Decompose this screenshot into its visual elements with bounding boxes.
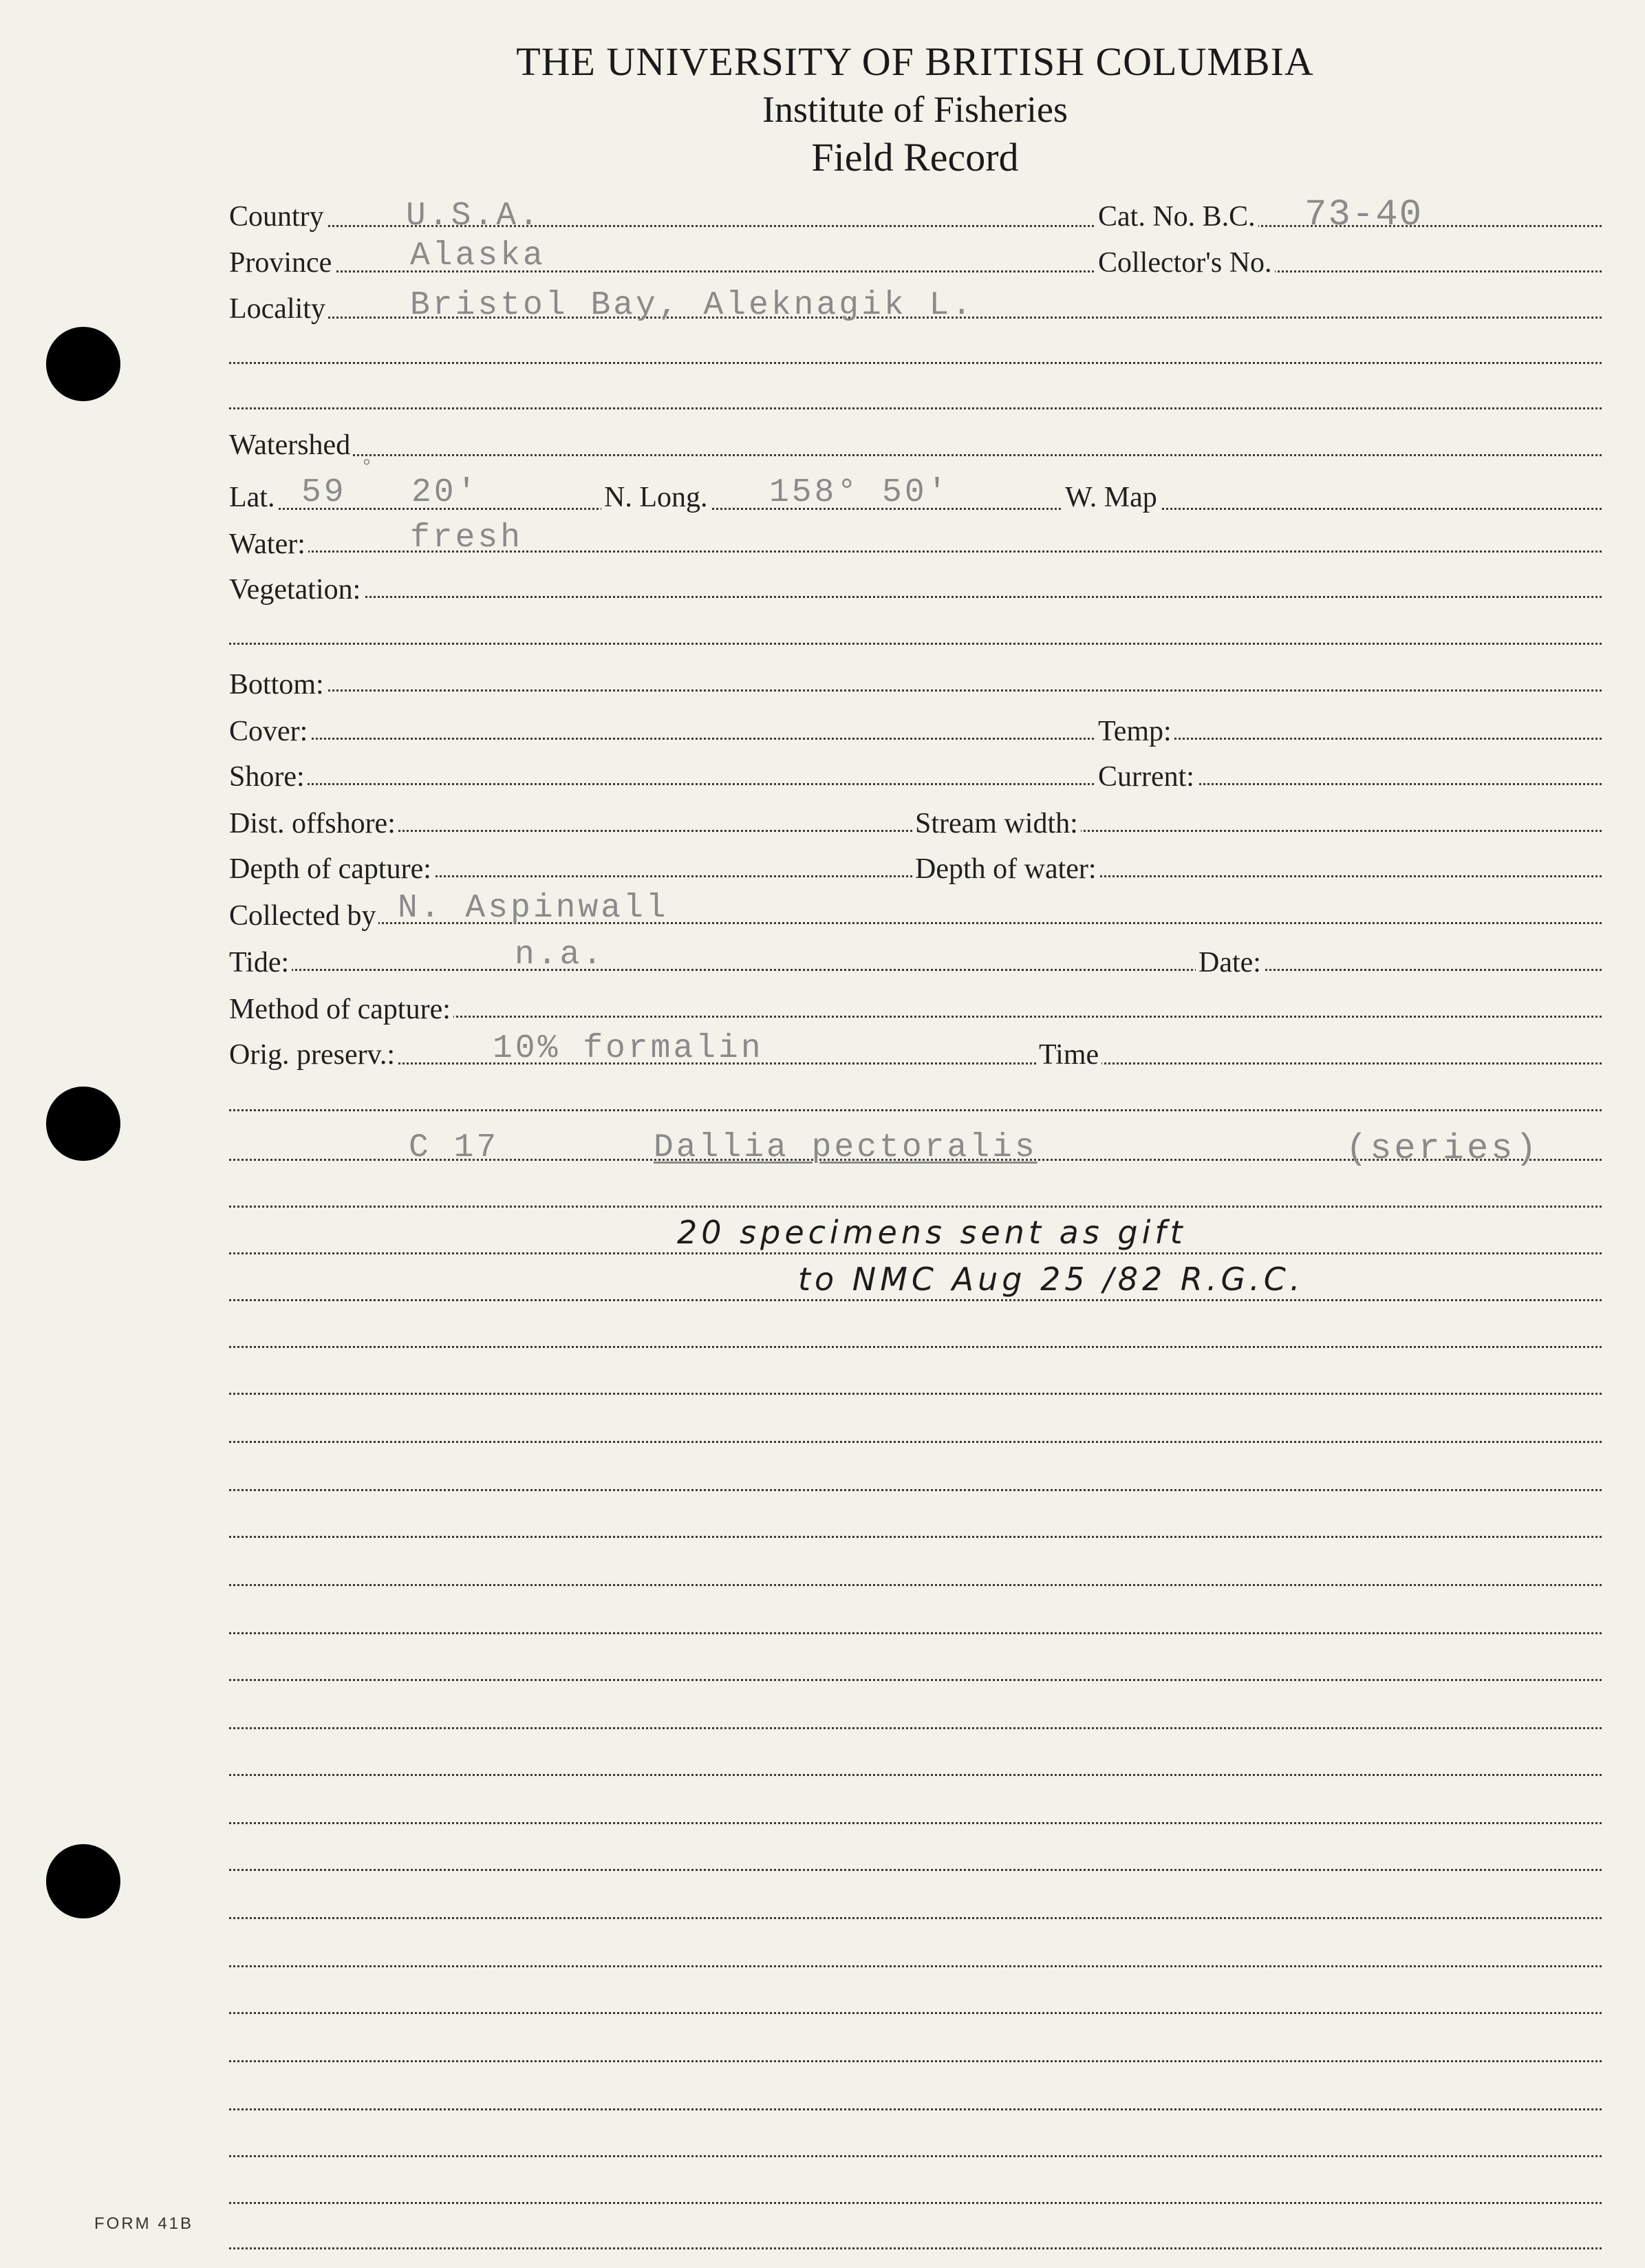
province-label: Province: [229, 248, 334, 277]
blank-line: [229, 362, 1602, 364]
handwritten-note-line-2: to NMC Aug 25 /82 R.G.C.: [798, 1261, 1304, 1298]
ruled-line: [229, 1679, 1602, 1681]
row-line: [229, 969, 1602, 971]
ruled-line: [229, 1252, 1602, 1254]
row-line: [229, 689, 1602, 692]
temp-label: Temp:: [1095, 717, 1174, 746]
date-label: Date:: [1196, 948, 1264, 977]
lat-label: Lat.: [229, 483, 277, 512]
province-value: Alaska: [410, 237, 546, 275]
lat-degrees: 59: [301, 474, 347, 511]
ruled-line: [229, 1774, 1602, 1776]
current-label: Current:: [1095, 762, 1197, 791]
water-label: Water:: [229, 530, 308, 559]
orig-preserv-value: 10% formalin: [493, 1030, 764, 1067]
lat-minutes: 20': [411, 474, 480, 511]
ruled-line: [229, 1299, 1602, 1301]
depth-water-label: Depth of water:: [912, 855, 1099, 884]
ruled-line: [229, 2155, 1602, 2157]
row-line: [229, 454, 1602, 456]
ruled-line: [229, 1822, 1602, 1824]
ruled-line: [229, 1393, 1602, 1395]
long-value: 158° 50': [769, 474, 950, 511]
depth-capture-label: Depth of capture:: [229, 855, 434, 884]
method-label: Method of capture:: [229, 995, 453, 1024]
ruled-line: [229, 1965, 1602, 1967]
blank-line: [229, 1109, 1602, 1111]
ruled-line: [229, 1632, 1602, 1634]
ruled-line: [229, 1917, 1602, 1919]
map-label: W. Map: [1062, 483, 1160, 512]
cat-no-value: 73-40: [1304, 194, 1423, 236]
collected-by-value: N. Aspinwall: [398, 890, 669, 927]
ruled-line: [229, 2247, 1602, 2249]
country-label: Country: [229, 202, 327, 231]
row-line: [229, 1062, 1602, 1065]
collectors-no-label: Collector's No.: [1095, 248, 1275, 277]
shore-label: Shore:: [229, 762, 308, 791]
ruled-line: [229, 1869, 1602, 1871]
watershed-label: Watershed: [229, 431, 353, 460]
row-line: [229, 783, 1602, 785]
water-value: fresh: [410, 520, 524, 557]
blank-line: [229, 1206, 1602, 1208]
row-line: [229, 596, 1602, 598]
orig-preserv-label: Orig. preserv.:: [229, 1040, 398, 1069]
locality-label: Locality: [229, 295, 328, 323]
tide-label: Tide:: [229, 948, 292, 977]
vegetation-label: Vegetation:: [229, 575, 363, 604]
ruled-line: [229, 1727, 1602, 1729]
ruled-line: [229, 1489, 1602, 1491]
institute-title: Institute of Fisheries: [762, 89, 1068, 130]
cat-no-label: Cat. No. B.C.: [1095, 202, 1258, 231]
tide-value: n.a.: [515, 937, 605, 974]
collected-by-label: Collected by: [229, 901, 378, 930]
row-line: [229, 738, 1602, 740]
ruled-line: [229, 1536, 1602, 1538]
ruled-line: [229, 2012, 1602, 2014]
form-number: FORM 41B: [94, 2214, 194, 2233]
ruled-line: [229, 1584, 1602, 1586]
record-title: Field Record: [811, 135, 1019, 180]
ruled-line: [229, 2060, 1602, 2062]
stream-width-label: Stream width:: [912, 809, 1081, 838]
university-title: THE UNIVERSITY OF BRITISH COLUMBIA: [516, 39, 1314, 84]
species-name: Dallia pectoralis: [654, 1129, 1037, 1166]
dist-offshore-label: Dist. offshore:: [229, 809, 398, 838]
time-label: Time: [1036, 1040, 1101, 1069]
country-value: U.S.A.: [406, 197, 541, 235]
lat-degree-mark: °: [361, 456, 376, 480]
ruled-line: [229, 1346, 1602, 1348]
blank-line: [229, 407, 1602, 409]
specimen-code: C 17: [409, 1129, 499, 1166]
bottom-label: Bottom:: [229, 670, 327, 699]
ruled-line: [229, 2108, 1602, 2110]
handwritten-note-line-1: 20 specimens sent as gift: [677, 1214, 1187, 1251]
punch-hole: [46, 327, 120, 401]
cover-label: Cover:: [229, 717, 310, 746]
ruled-line: [229, 1441, 1602, 1443]
blank-line: [229, 643, 1602, 645]
series-note: (series): [1346, 1128, 1540, 1169]
punch-hole: [46, 1844, 120, 1918]
long-label: N. Long.: [601, 483, 711, 512]
punch-hole: [46, 1087, 120, 1161]
ruled-line: [229, 2202, 1602, 2204]
locality-value: Bristol Bay, Aleknagik L.: [410, 287, 975, 324]
